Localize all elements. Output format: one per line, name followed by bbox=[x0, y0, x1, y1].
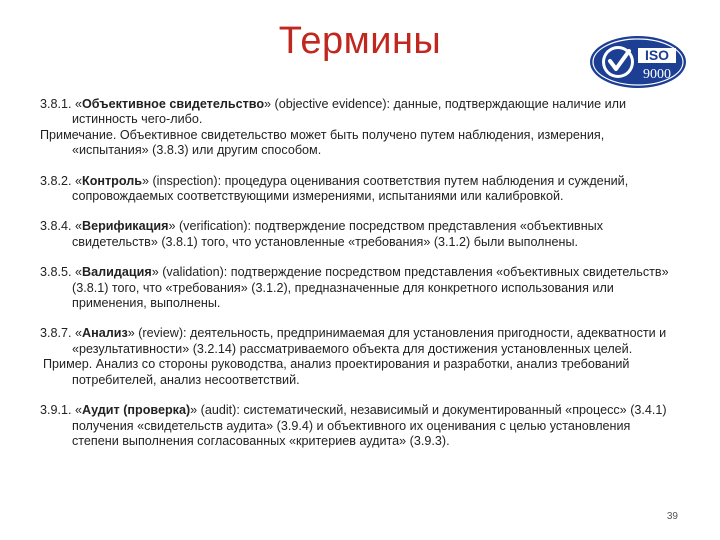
term-note: Примечание. Объективное свидетельство может быть получено путем наблюдения, измерения, «испытания» (3.8.3) или другим способом. bbox=[40, 127, 605, 158]
iso-9000-logo bbox=[588, 34, 688, 90]
slide-title: Термины bbox=[278, 20, 442, 62]
term-audit: 3.9.1. «Аудит (проверка)» (audit): систематический, независимый и документированный «процесс» (3.4.1) получения «свидетельств аудита» (3.9.4) и объективного их оценивания с целью установления степени выполнения согласованных «критериев аудита» (3.9.3). bbox=[40, 403, 667, 448]
term-inspection: 3.8.2. «Контроль» (inspection): процедура оценивания соответствия путем наблюдения и суждений, сопровождаемых соответствующими измерениями, испытаниями или калибровкой. bbox=[40, 173, 629, 204]
term-name: Объективное свидетельство bbox=[82, 97, 265, 111]
term-name: Контроль bbox=[82, 173, 142, 188]
term-objective-evidence: 3.8.1. «Объективное свидетельство» (objective evidence): данные, подтверждающие наличие или истинность чего-либо. Примечание. Объективное свидетельство может быть получено путем наблюдения, измерения, «испытания» (3.8.3) или другим способом. bbox=[40, 97, 680, 159]
term-validation: 3.8.5. «Валидация» (validation): подтверждение посредством представления «объективных свидетельств» (3.8.1) того, что «требования» (3.1.2), предназначенные для конкретного использования или применения, выполнены. bbox=[40, 265, 669, 311]
page-number: 39 bbox=[666, 511, 678, 522]
term-review: 3.8.7. «Анализ» (review): деятельность, предпринимаемая для установления пригодности, адекватности и «результативности» (3.2.14) рассматриваемого объекта для достижения установленных целей. Пример. Анализ со стороны руководства, анализ проектирования и разработки, анализ требований потребителей, анализ несоответствий. bbox=[40, 326, 680, 388]
terms-list bbox=[40, 97, 680, 464]
term-name: Аудит (проверка) bbox=[82, 403, 191, 418]
term-example: Пример. Анализ со стороны руководства, анализ проектирования и разработки, анализ требований потребителей, анализ несоответствий. bbox=[43, 357, 630, 387]
term-name: Анализ bbox=[82, 326, 128, 341]
logo-iso-text: ISO bbox=[644, 47, 670, 63]
logo-9000-text: 9000 bbox=[643, 67, 671, 82]
term-name: Верификация bbox=[82, 219, 169, 234]
term-name: Валидация bbox=[82, 265, 152, 280]
term-verification: 3.8.4. «Верификация» (verification): подтверждение посредством представления «объективных свидетельств» (3.8.1) того, что установленные «требования» (3.1.2) были выполнены. bbox=[40, 219, 604, 249]
